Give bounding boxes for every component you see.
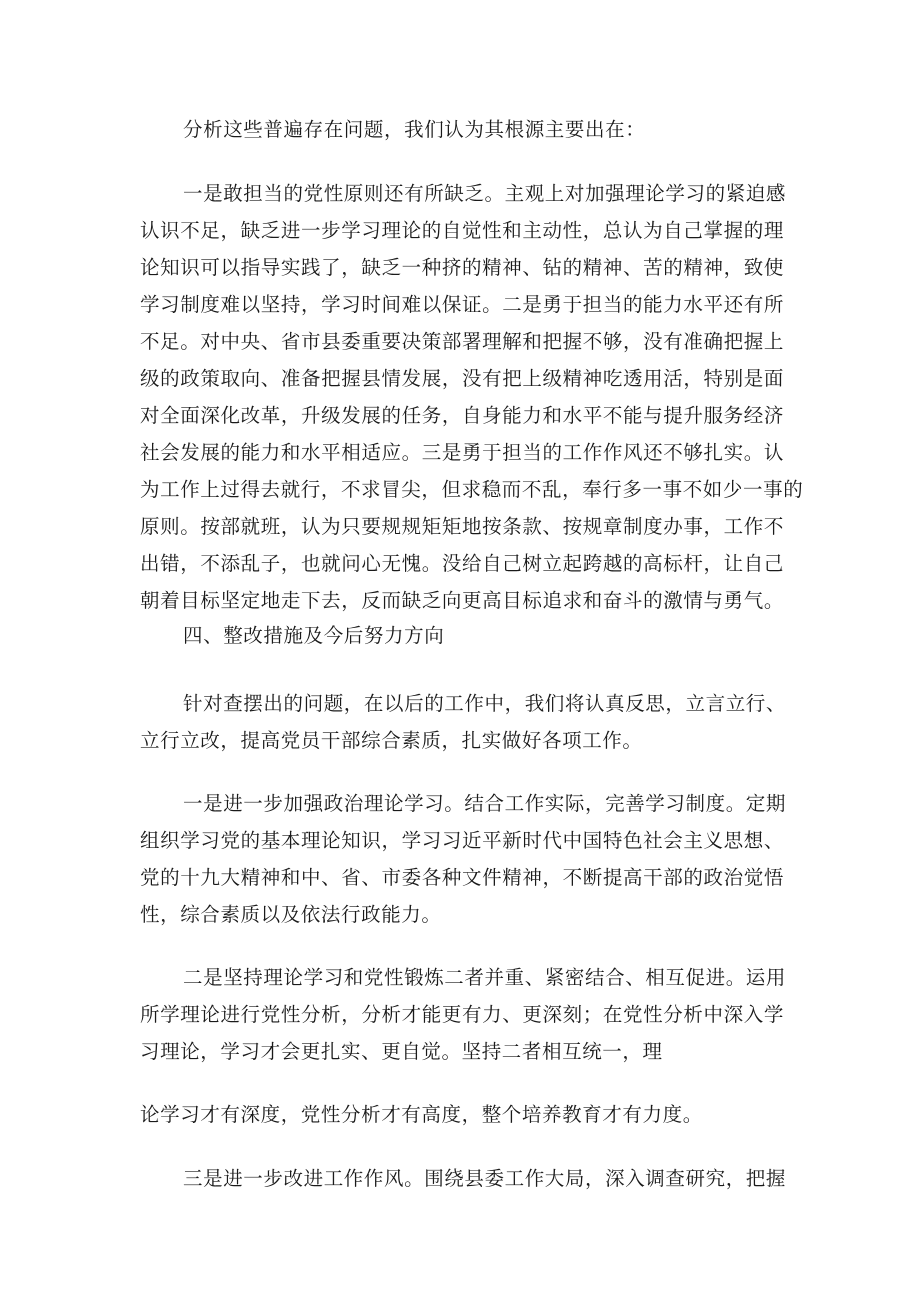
text-line: 一是敢担当的党性原则还有所缺乏。主观上对加强理论学习的紧迫感 [183,182,787,205]
text-line: 所学理论进行党性分析，分析才能更有力、更深刻；在党性分析中深入学 [140,1003,784,1026]
text-line: 对全面深化改革，升级发展的任务，自身能力和水平不能与提升服务经济 [140,404,784,427]
text-line: 针对查摆出的问题，在以后的工作中，我们将认真反思，立言立行、 [183,692,787,715]
text-line: 党的十九大精神和中、省、市委各种文件精神，不断提高干部的政治觉悟 [140,866,784,889]
text-line: 组织学习党的基本理论知识，学习习近平新时代中国特色社会主义思想、 [140,829,784,852]
text-line: 社会发展的能力和水平相适应。三是勇于担当的工作作风还不够扎实。认 [140,441,784,464]
text-line: 论知识可以指导实践了，缺乏一种挤的精神、钻的精神、苦的精神，致使 [140,256,784,279]
text-line: 出错，不添乱子，也就问心无愧。没给自己树立起跨越的高标杆，让自己 [140,552,784,575]
text-line: 二是坚持理论学习和党性锻炼二者并重、紧密结合、相互促进。运用 [183,966,787,989]
text-line: 性，综合素质以及依法行政能力。 [140,903,442,926]
text-line: 习理论，学习才会更扎实、更自觉。坚持二者相互统一，理 [140,1040,663,1063]
text-line: 论学习才有深度，党性分析才有高度，整个培养教育才有力度。 [140,1103,703,1126]
text-line: 立行立改，提高党员干部综合素质，扎实做好各项工作。 [140,729,643,752]
text-line: 三是进一步改进工作作风。围绕县委工作大局，深入调查研究，把握 [183,1167,787,1190]
text-line: 不足。对中央、省市县委重要决策部署理解和把握不够，没有准确把握上 [140,330,784,353]
text-line: 朝着目标坚定地走下去，反而缺乏向更高目标追求和奋斗的激情与勇气。 [140,589,784,612]
text-line: 认识不足，缺乏进一步学习理论的自觉性和主动性，总认为自己掌握的理 [140,219,784,242]
text-line: 一是进一步加强政治理论学习。结合工作实际，完善学习制度。定期 [183,792,787,815]
text-line: 原则。按部就班，认为只要规规矩矩地按条款、按规章制度办事，工作不 [140,515,784,538]
text-line: 为工作上过得去就行，不求冒尖，但求稳而不乱，奉行多一事不如少一事的 [140,478,804,501]
text-line: 分析这些普遍存在问题，我们认为其根源主要出在： [183,118,646,141]
text-line: 学习制度难以坚持，学习时间难以保证。二是勇于担当的能力水平还有所 [140,293,784,316]
text-line: 级的政策取向、准备把握县情发展，没有把上级精神吃透用活，特别是面 [140,367,784,390]
heading-text: 四、整改措施及今后努力方向 [183,624,445,647]
